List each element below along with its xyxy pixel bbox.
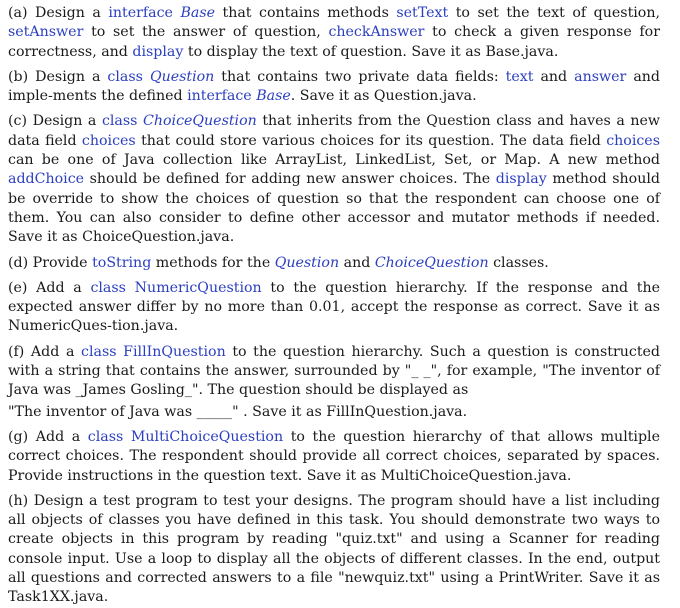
keyword-italic: Base <box>256 88 291 105</box>
paragraph-f <box>8 343 660 401</box>
keyword-italic: Base <box>180 5 215 21</box>
keyword: choices <box>81 132 136 149</box>
paragraph-d <box>8 254 660 273</box>
text: (a) Design a <box>8 5 109 21</box>
keyword: setAnswer <box>8 24 84 41</box>
keyword-italic: ChoiceQuestion <box>143 113 257 130</box>
keyword: answer <box>574 68 627 85</box>
text: (b) Design a <box>8 68 108 85</box>
text: that contains methods <box>215 5 397 21</box>
text: (e) Add a <box>8 279 91 296</box>
text: and imple-ments the defined <box>8 68 661 105</box>
keyword: class MultiChoiceQuestion <box>87 428 284 445</box>
text: that inherits from the Question class and haves a new data field <box>8 113 661 149</box>
keyword: interface <box>108 5 181 21</box>
keyword: display <box>132 43 184 60</box>
text: to display the text of question. Save it as Base.java. <box>183 43 559 60</box>
text: to set the text of question, <box>448 5 661 21</box>
keyword: checkAnswer <box>328 24 425 41</box>
keyword: toString <box>92 254 152 271</box>
text: (c) Design a <box>8 113 102 130</box>
text: can be one of Java collection like ArrayList, LinkedList, Set, or Map. A new method <box>8 152 660 169</box>
text: should be defined for adding new answer choices. The <box>84 171 496 188</box>
keyword: text <box>505 68 534 85</box>
text: . Save it as Question.java. <box>290 88 477 105</box>
text: to the question hierarchy. If the response and the expected answer differ by no more than 0.01, accept the response as correct. Save it as NumericQues-tion.java. <box>8 279 660 335</box>
paragraph-a <box>8 4 660 62</box>
keyword: class FillInQuestion <box>81 343 226 360</box>
text: methods for the <box>151 254 275 271</box>
keyword: class <box>101 113 143 130</box>
keyword: display <box>495 171 547 188</box>
text: to set the answer of question, <box>83 24 329 41</box>
text: method should be override to show the choices of question so that the respondent can choose one of them. You can also consider to define other accessor and mutator methods if needed. Save it as ChoiceQuestion.java. <box>8 171 660 246</box>
paragraph-e <box>8 279 660 337</box>
keyword: class NumericQuestion <box>90 279 262 296</box>
keyword-italic: ChoiceQuestion <box>374 254 489 271</box>
text: and <box>533 68 575 85</box>
text: classes. <box>488 254 549 271</box>
keyword: choices <box>606 132 660 149</box>
keyword: class <box>107 68 150 85</box>
paragraph-g <box>8 428 660 486</box>
paragraph-b <box>8 68 660 107</box>
keyword: setText <box>396 5 449 21</box>
keyword: addChoice <box>8 171 85 188</box>
text: and <box>339 254 375 271</box>
text: that contains two private data fields: <box>214 68 506 85</box>
text: that could store various choices for its question. The data field <box>135 132 607 149</box>
paragraph-f-example: "The inventor of Java was _____" . Save it as FillInQuestion.java. <box>8 403 468 420</box>
text: to the question hierarchy. Such a question is constructed with a string that contains the answer, surrounded by "_ _", for example, "The inventor of Java was _James Gosling_". The question should be displayed as <box>8 343 661 399</box>
text: (f) Add a <box>8 343 82 360</box>
keyword: interface <box>187 88 257 105</box>
text: to check a given response for correctness, and <box>8 24 660 60</box>
keyword-italic: Question <box>274 254 340 271</box>
paragraph-c <box>8 112 660 247</box>
text: to the question hierarchy of that allows multiple correct choices. The respondent should provide all correct choices, separated by spaces. Provide instructions in the question text. Save it as MultiChoiceQuestion.java. <box>8 428 660 484</box>
text: (g) Add a <box>8 428 88 445</box>
keyword-italic: Question <box>149 68 215 85</box>
text: (d) Provide <box>8 254 93 271</box>
paragraph-h: (h) Design a test program to test your designs. The program should have a list including all objects of classes you have defined in this task. You should demonstrate two ways to create objects in this program by reading "quiz.txt" and using a Scanner for reading console input. Use a loop to display all the objects of different classes. In the end, output all questions and corrected answers to a file "newquiz.txt" using a PrintWriter. Save it as Task1XX.java. <box>8 492 660 606</box>
